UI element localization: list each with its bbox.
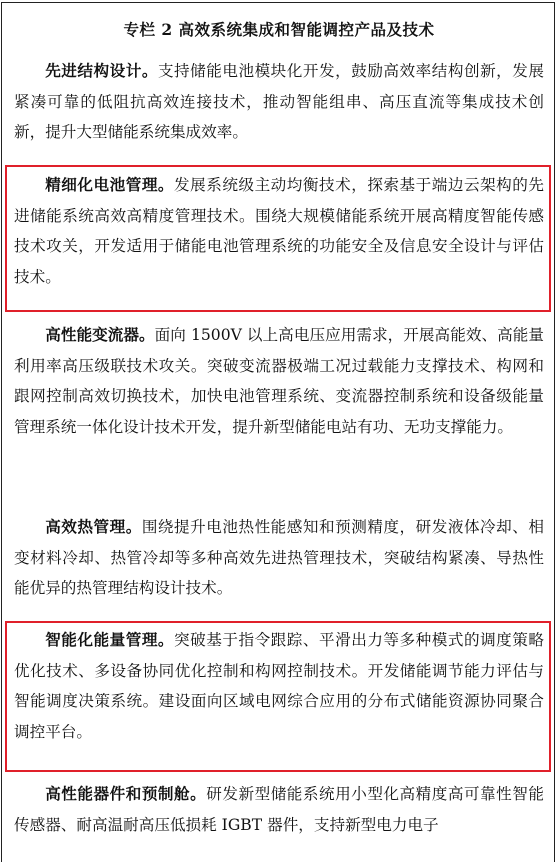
section-heading: 高效热管理。 [45,517,142,536]
section-intelligent-energy-management [14,625,544,747]
section-high-performance-converter [14,320,544,442]
section-high-performance-devices [14,779,544,840]
section-efficient-thermal-management [14,512,544,604]
section-body: 突破基于指令跟踪、平滑出力等多种模式的调度策略优化技术、多设备协同优化控制和构网控制技术。开发储能调节能力评估与智能调度决策系统。建设面向区域电网综合应用的分布式储能资源协同聚合调控平台。 [14,631,544,741]
section-body: 面向 1500V 以上高电压应用需求，开展高能效、高能量利用率高压级联技术攻关。突破变流器极端工况过载能力支撑技术、构网和跟网控制高效切换技术，加快电池管理系统、变流器控制系统和设备级能量管理系统一体化设计技术开发，提升新型储能电站有功、无功支撑能力。 [14,326,544,436]
section-heading: 精细化电池管理。 [45,175,175,194]
column-title: 专栏 2 高效系统集成和智能调控产品及技术 [123,20,435,39]
section-body: 研发新型储能系统用小型化高精度高可靠性智能传感器、耐高温耐高压低损耗 IGBT 器件，支持新型电力电子 [14,785,544,834]
section-heading: 智能化能量管理。 [45,630,175,649]
section-body: 围绕提升电池热性能感知和预测精度，研发液体冷却、相变材料冷却、热管冷却等多种高效先进热管理技术，突破结构紧凑、导热性能优异的热管理结构设计技术。 [14,518,544,598]
section-advanced-structure-design [14,56,544,148]
section-heading: 先进结构设计。 [45,61,158,80]
section-fine-battery-management [14,170,544,292]
section-heading: 高性能器件和预制舱。 [45,784,207,803]
section-heading: 高性能变流器。 [45,325,155,344]
section-body: 支持储能电池模块化开发，鼓励高效率结构创新，发展紧凑可靠的低阻抗高效连接技术，推动智能组串、高压直流等集成技术创新，提升大型储能系统集成效率。 [14,62,544,142]
section-body: 发展系统级主动均衡技术，探索基于端边云架构的先进储能系统高效高精度管理技术。围绕大规模储能系统开展高精度智能传感技术攻关，开发适用于储能电池管理系统的功能安全及信息安全设计与评估技术。 [14,176,544,286]
